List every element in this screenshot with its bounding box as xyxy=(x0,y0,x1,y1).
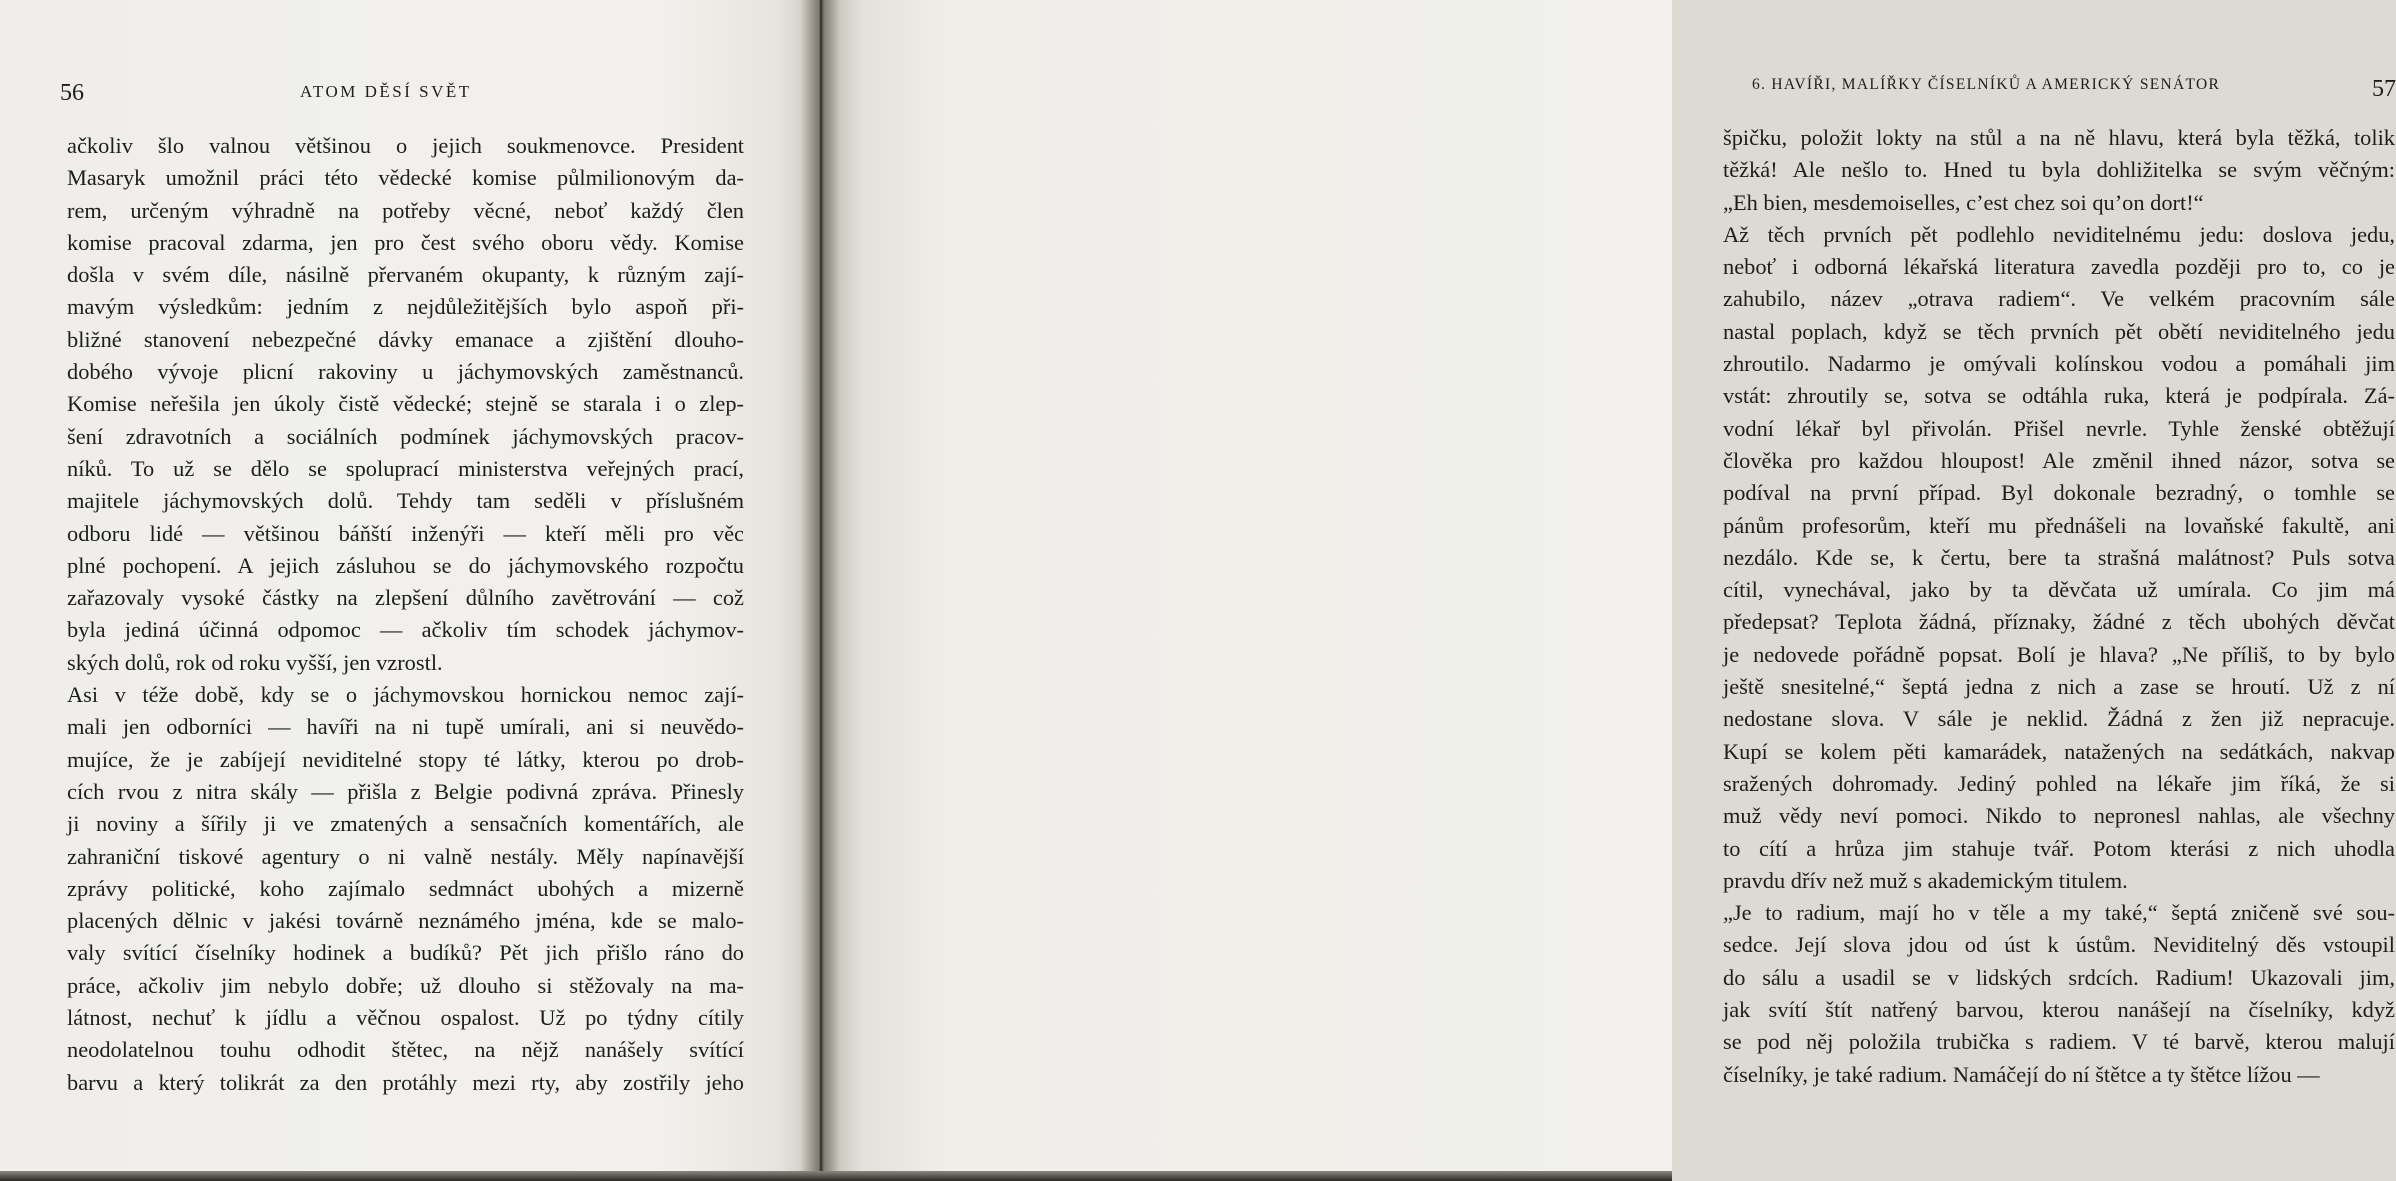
text-line: neboť i odborná lékařská literatura zavedla později pro to, co je xyxy=(1723,254,2395,280)
running-head: 6. HAVÍŘI, MALÍŘKY ČÍSELNÍKŮ A AMERICKÝ SENÁTOR xyxy=(1752,76,2221,93)
text-line: zahubilo, název „otrava radiem“. Ve velkém pracovním sále xyxy=(1723,286,2395,312)
text-line: „Eh bien, mesdemoiselles, c’est chez soi qu’on dort!“ xyxy=(1723,189,2204,215)
text-line: majitele jáchymovských dolů. Tehdy tam seděli v příslušném xyxy=(67,488,744,514)
text-line: odboru lidé — většinou báňští inženýři — kteří měli pro věc xyxy=(67,520,744,546)
text-line: to cítí a hrůza jim stahuje tvář. Potom kterási z nich uhodla xyxy=(1723,835,2395,861)
page-number: 56 xyxy=(60,80,84,106)
text-line: komise pracoval zdarma, jen pro čest svého oboru vědy. Komise xyxy=(67,229,744,255)
text-line: mali jen odborníci — havíři na ni tupě umírali, ani si neuvědo- xyxy=(67,714,744,740)
text-line: vodní lékař byl přivolán. Přišel nevrle. Tyhle ženské obtěžují xyxy=(1723,415,2395,441)
text-line: ji noviny a šířily ji ve zmatených a sensačních komentářích, ale xyxy=(67,811,744,837)
text-line: byla jediná účinná odpomoc — ačkoliv tím schodek jáchymov- xyxy=(67,617,744,643)
text-line: předepsat? Teplota žádná, příznaky, žádné z těch ubohých děvčat xyxy=(1723,609,2395,635)
text-line: nedostane slova. V sále je neklid. Žádná z žen již nepracuje. xyxy=(1723,706,2395,732)
text-line: „Je to radium, mají ho v těle a my také,“ šeptá zničeně své sou- xyxy=(1723,900,2395,926)
book-gutter xyxy=(800,0,840,1181)
text-line: těžká! Ale nešlo to. Hned tu byla dohližitelka se svým věčným: xyxy=(1723,157,2395,183)
text-line: číselníky, je také radium. Namáčejí do ní štětce a ty štětce lížou — xyxy=(1723,1061,2320,1087)
text-line: zprávy politické, koho zajímalo sedmnáct ubohých a mizerně xyxy=(67,875,744,901)
text-line: došla v svém díle, násilně přervaném okupanty, k různým zají- xyxy=(67,262,744,288)
text-line: zhroutilo. Nadarmo je omývali kolínskou vodou a pomáhali jim xyxy=(1723,351,2395,377)
text-line: špičku, položit lokty na stůl a na ně hlavu, která byla těžká, tolik xyxy=(1723,125,2395,150)
text-line: valy svítící číselníky hodinek a budíků? Pět jich přišlo ráno do xyxy=(67,940,744,966)
text-line: níků. To už se dělo se spoluprací ministerstva veřejných prací, xyxy=(67,455,744,481)
text-line: do sálu a usadil se v lidských srdcích. Radium! Ukazovali jim, xyxy=(1723,964,2395,990)
text-line: látnost, nechuť k jídlu a věčnou ospalost. Už po týdny cítily xyxy=(67,1005,744,1031)
text-line: plné pochopení. A jejich zásluhou se do jáchymovského rozpočtu xyxy=(67,552,744,578)
text-line: ještě snesitelné,“ šeptá jedna z nich a zase se hroutí. Už z ní xyxy=(1723,674,2395,700)
text-line: vstát: zhroutily se, sotva se odtáhla ruka, která je podpírala. Zá- xyxy=(1723,383,2395,409)
body-text xyxy=(1723,122,2395,1091)
running-head: ATOM DĚSÍ SVĚT xyxy=(300,82,472,101)
text-line: Komise neřešila jen úkoly čistě vědecké; stejně se starala i o zlep- xyxy=(67,391,744,417)
text-line: sedce. Její slova jdou od úst k ústům. Neviditelný děs vstoupil xyxy=(1723,932,2395,958)
text-line: pravdu dřív než muž s akademickým titulem. xyxy=(1723,867,2128,893)
text-line: mavým výsledkům: jedním z nejdůležitějších bylo aspoň při- xyxy=(67,294,744,320)
page-bottom-edge xyxy=(0,1171,1672,1181)
text-line: Až těch prvních pět podlehlo neviditelnému jedu: doslova jedu, xyxy=(1723,221,2395,247)
text-line: šení zdravotních a sociálních podmínek jáchymovských pracov- xyxy=(67,423,744,449)
text-line: zahraniční tiskové agentury o ni valně nestály. Měly napínavější xyxy=(67,843,744,869)
text-line: podíval na první případ. Byl dokonale bezradný, o tomhle se xyxy=(1723,480,2395,506)
text-line: se pod něj položila trubička s radiem. V té barvě, kterou malují xyxy=(1723,1029,2395,1055)
body-text xyxy=(67,130,744,1099)
text-line: mujíce, že je zabíjejí neviditelné stopy té látky, kterou po drob- xyxy=(67,746,744,772)
text-line: Asi v téže době, kdy se o jáchymovskou hornickou nemoc zají- xyxy=(67,682,744,708)
text-line: ských dolů, rok od roku vyšší, jen vzrostl. xyxy=(67,649,443,675)
right-page xyxy=(820,0,2396,1181)
text-line: práce, ačkoliv jim nebylo dobře; už dlouho si stěžovaly na ma- xyxy=(67,972,744,998)
text-line: cích rvou z nitra skály — přišla z Belgie podivná zpráva. Přinesly xyxy=(67,778,744,804)
text-line: cítil, vynechával, jako by ta děvčata už umírala. Co jim má xyxy=(1723,577,2395,603)
text-line: člověka pro každou hloupost! Ale změnil ihned názor, sotva se xyxy=(1723,447,2395,473)
text-line: nastal poplach, když se těch prvních pět obětí neviditelného jedu xyxy=(1723,318,2395,344)
left-page xyxy=(0,0,820,1181)
text-line: barvu a který tolikrát za den protáhly mezi rty, aby zostřily jeho xyxy=(67,1069,744,1095)
text-line: neodolatelnou touhu odhodit štětec, na nějž nanášely svítící xyxy=(67,1037,744,1063)
text-line: muž vědy neví pomoci. Nikdo to nepronesl nahlas, ale všechny xyxy=(1723,803,2395,829)
text-line: je nedovede pořádně popsat. Bolí je hlava? „Ne příliš, to by bylo xyxy=(1723,641,2395,667)
text-line: Kupí se kolem pěti kamarádek, natažených na sedátkách, nakvap xyxy=(1723,738,2395,764)
text-line: Masaryk umožnil práci této vědecké komise půlmilionovým da- xyxy=(67,165,744,191)
text-line: placených dělnic v jakési továrně neznámého jména, kde se malo- xyxy=(67,908,744,934)
text-line: bližné stanovení nebezpečné dávky emanace a zjištění dlouho- xyxy=(67,326,744,352)
text-line: ačkoliv šlo valnou většinou o jejich soukmenovce. President xyxy=(67,133,744,158)
text-line: zařazovaly vysoké částky na zlepšení důlního zavětrování — což xyxy=(67,585,744,611)
text-line: pánům profesorům, kteří mu přednášeli na lovaňské fakultě, ani xyxy=(1723,512,2395,538)
text-line: jak svítí štít natřený barvou, kterou nanášejí na číselníky, když xyxy=(1723,997,2395,1023)
text-line: dobého vývoje plicní rakoviny u jáchymovských zaměstnanců. xyxy=(67,359,744,385)
page-number: 57 xyxy=(2372,76,2396,102)
text-line: rem, určeným výhradně na potřeby věcné, neboť každý člen xyxy=(67,197,744,223)
text-line: sražených dohromady. Jediný pohled na lékaře jim říká, že si xyxy=(1723,770,2395,796)
text-line: nezdálo. Kde se, k čertu, bere ta strašná malátnost? Puls sotva xyxy=(1723,544,2395,570)
